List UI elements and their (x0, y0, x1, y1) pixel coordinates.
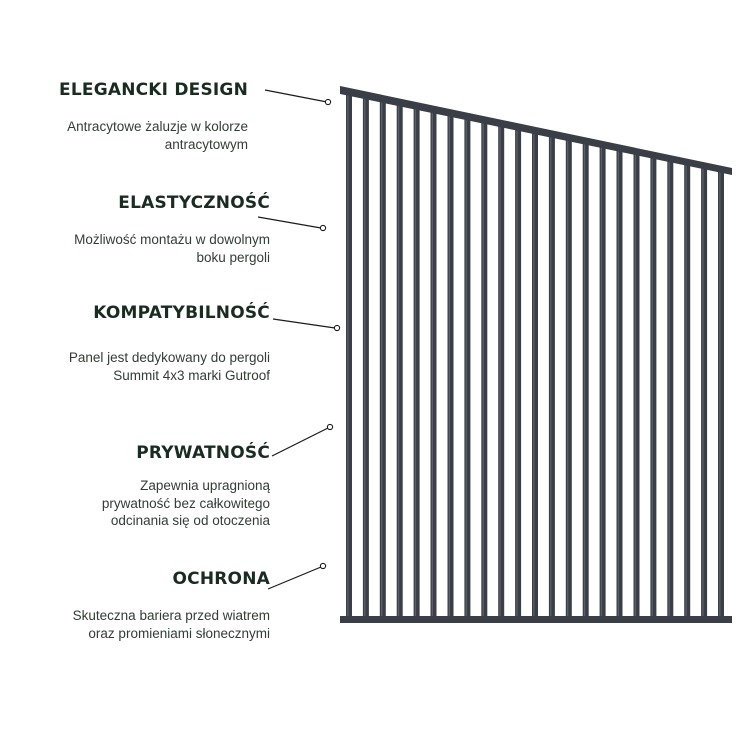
panel-slat (346, 94, 352, 617)
feature-title: ELASTYCZNOŚĆ (118, 193, 270, 213)
panel-slats (346, 94, 724, 617)
panel-slat (634, 153, 640, 618)
panel-slat (414, 108, 420, 617)
panel-slat (667, 159, 673, 617)
feature-description-line: Panel jest dedykowany do pergoli (68, 350, 270, 365)
panel-slat (363, 97, 369, 617)
panel-slat-highlight (635, 153, 636, 618)
panel-slat-highlight (364, 97, 365, 617)
feature-title: ELEGANCKI DESIGN (59, 80, 248, 100)
panel-slat-highlight (652, 156, 653, 617)
callout-dot-compatibility (334, 325, 339, 330)
panel-slat (650, 156, 656, 617)
panel-slat-highlight (719, 170, 720, 617)
callout-dot-design (325, 99, 330, 104)
panel-slat-highlight (550, 135, 551, 617)
feature-description-line: oraz promieniami słonecznymi (88, 625, 270, 641)
panel-slat (448, 115, 454, 618)
feature-title: OCHRONA (172, 569, 270, 589)
callout-lines (258, 90, 340, 589)
feature-description-line: Antracytowe żaluzje w kolorze (67, 119, 248, 134)
panel-slat-highlight (533, 132, 534, 617)
feature-description-line: Summit 4x3 marki Gutroof (113, 367, 270, 383)
panel-slat (380, 101, 386, 617)
panel-slat-highlight (584, 142, 585, 617)
callout-line-design (265, 90, 327, 102)
panel-slat (684, 163, 690, 617)
panel-slat (617, 149, 623, 617)
callout-line-compatibility (273, 319, 335, 328)
panel-slat (600, 146, 606, 617)
panel-slat-highlight (415, 108, 416, 617)
callout-dot-protection (320, 563, 325, 568)
panel-slat-highlight (669, 159, 670, 617)
panel-slat (464, 118, 470, 617)
panel-slat-highlight (483, 121, 484, 617)
feature-description-line: odcinania się od otoczenia (110, 513, 270, 528)
panel-slat (583, 142, 589, 617)
panel-slat-highlight (347, 94, 348, 617)
callout-line-privacy (272, 428, 328, 456)
panel-slat (718, 170, 724, 617)
callout-dot-flexibility (320, 225, 325, 230)
feature-description-line: Zapewnia upragnioną (140, 478, 270, 493)
panel-slat (515, 128, 521, 617)
panel-slat (549, 135, 555, 617)
panel-slat (481, 121, 487, 617)
panel-bottom-rail (340, 616, 732, 623)
feature-description-line: antracytowym (164, 136, 248, 152)
panel-slat-highlight (466, 118, 467, 617)
panel-slat-highlight (516, 128, 517, 617)
feature-title: KOMPATYBILNOŚĆ (93, 303, 270, 323)
feature-description-line: boku pergoli (196, 249, 270, 265)
panel-slat (498, 125, 504, 617)
panel-slat (532, 132, 538, 617)
panel-slat (397, 104, 403, 617)
callout-line-flexibility (258, 217, 321, 228)
panel-slat-highlight (432, 111, 433, 617)
feature-title: PRYWATNOŚĆ (136, 443, 270, 463)
panel-slat-highlight (499, 125, 500, 617)
panel-slat-highlight (381, 101, 382, 617)
panel-slat (701, 166, 707, 617)
feature-description-line: Możliwość montażu w dowolnym (74, 232, 270, 247)
panel-slat-highlight (601, 146, 602, 617)
panel-slat-highlight (398, 104, 399, 617)
feature-description-line: Skuteczna bariera przed wiatrem (72, 608, 270, 623)
panel-slat (431, 111, 437, 617)
panel-slat (566, 139, 572, 617)
callout-line-protection (268, 567, 321, 589)
callout-dot-privacy (327, 424, 332, 429)
panel-slat-highlight (567, 139, 568, 617)
feature-description-line: prywatność bez całkowitego (101, 495, 270, 511)
panel-slat-highlight (685, 163, 686, 617)
panel-slat-highlight (449, 115, 450, 618)
panel-slat-highlight (618, 149, 619, 617)
panel-slat-highlight (702, 166, 703, 617)
